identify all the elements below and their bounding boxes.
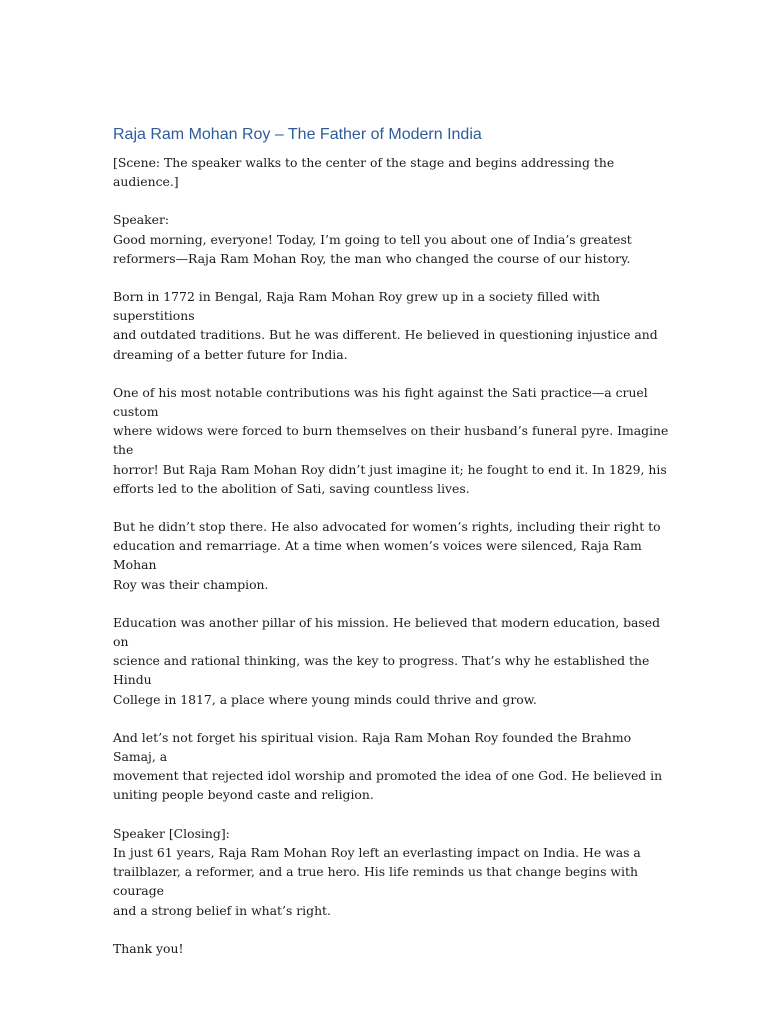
paragraph-sati: One of his most notable contributions was his fight against the Sati practice—a cruel custom where widows were forced to burn themselves on their husband’s funeral pyre. Imagine the horror! But Raja Ram Mohan Roy didn’t just imagine it; he fought to end it. In 1829, his efforts led to the abolition of Sati, saving countless lives. [113,384,669,496]
paragraph-greeting: Speaker: Good morning, everyone! Today, I’m going to tell you about one of India’s greatest reformers—Raja Ram Mohan Roy, the man who changed the course of our history. [113,212,632,266]
paragraph-spiritual: And let’s not forget his spiritual vision. Raja Ram Mohan Roy founded the Brahmo Samaj, a movement that rejected idol worship and promoted the idea of one God. He believed in uniting people beyond caste and religion. [113,729,663,803]
paragraph-closing: Speaker [Closing]: In just 61 years, Raja Ram Mohan Roy left an everlasting impact on India. He was a trailblazer, a reformer, and a true hero. His life reminds us that change begins with courage and a strong belief in what’s right. [113,825,641,918]
paragraph-scene: [Scene: The speaker walks to the center of the stage and begins addressing the audience.] [113,155,615,190]
paragraph-womens-rights: But he didn’t stop there. He also advocated for women’s rights, including their right to education and remarriage. At a time when women’s voices were silenced, Raja Ram Mohan Roy was their champion. [113,519,661,592]
paragraph-education: Education was another pillar of his mission. He believed that modern education, based on science and rational thinking, was the key to progress. That’s why he established the Hindu College in 1817, a place where young minds could thrive and grow. [113,614,661,707]
paragraph-birth: Born in 1772 in Bengal, Raja Ram Mohan Roy grew up in a society filled with superstitions and outdated traditions. But he was different. He believed in questioning injustice and dreaming of a better future for India. [113,289,658,362]
paragraph-thanks: Thank you! [113,940,184,956]
document-body [113,124,673,977]
document-title: Raja Ram Mohan Roy – The Father of Modern India [113,126,482,143]
